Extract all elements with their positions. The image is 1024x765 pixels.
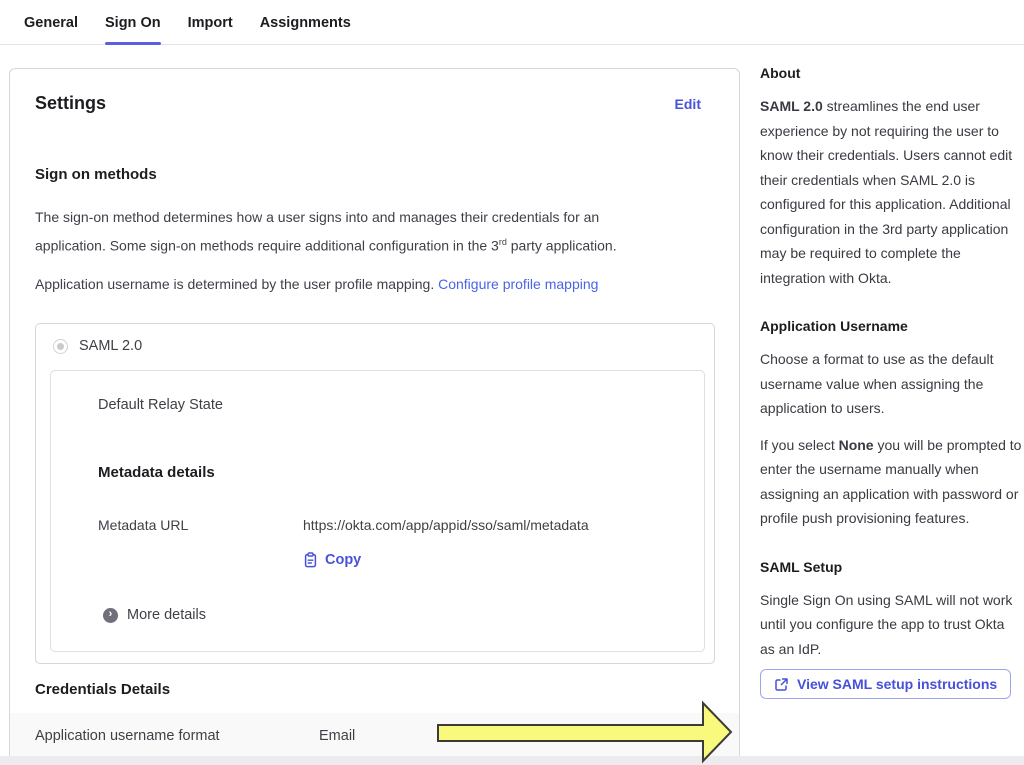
saml-setup-heading: SAML Setup xyxy=(760,558,843,575)
metadata-url-label: Metadata URL xyxy=(98,517,189,533)
edit-button[interactable]: Edit xyxy=(674,96,701,112)
application-username-paragraph-2 xyxy=(760,433,1022,531)
copy-button[interactable] xyxy=(303,552,361,568)
app-tabbar xyxy=(0,0,1024,45)
application-username-format-value: Email xyxy=(319,728,356,744)
external-link-icon xyxy=(774,677,789,692)
application-username-note xyxy=(35,272,675,297)
saml-radio-button[interactable] xyxy=(53,339,68,354)
saml-radio-label: SAML 2.0 xyxy=(79,338,143,354)
sign-on-methods-description xyxy=(35,205,641,259)
yellow-arrow-shape xyxy=(438,703,731,761)
about-paragraph xyxy=(760,94,1022,290)
clipboard-icon xyxy=(303,552,318,568)
about-text: streamlines the end user experience by not requiring the user to know their credentials. Users cannot edit their credentials when SAML 2.0 is configured for this application. Additional configuration in the 3rd party application may be required to complete the integration with Okta. xyxy=(760,98,1013,286)
chevron-right-circle-icon: › xyxy=(103,608,118,623)
default-relay-state-label: Default Relay State xyxy=(98,397,223,413)
more-details-expander[interactable] xyxy=(103,607,206,623)
metadata-details-heading: Metadata details xyxy=(98,464,215,481)
tab-sign-on-label: Sign On xyxy=(105,15,161,31)
saml-setup-paragraph: Single Sign On using SAML will not work until you configure the app to trust Okta as an IdP. xyxy=(760,591,1013,657)
radio-dot xyxy=(57,343,64,350)
paragraph-text: If you select xyxy=(760,436,839,453)
configure-profile-mapping-link[interactable]: Configure profile mapping xyxy=(438,276,599,292)
paragraph-text: you will be prompted to enter the username manually when assigning an application with password or profile push provisioning features. xyxy=(760,436,1022,526)
application-username-heading: Application Username xyxy=(760,318,908,334)
copy-label: Copy xyxy=(325,552,362,568)
application-username-paragraph-1: Choose a format to use as the default username value when assigning the application to users. xyxy=(760,351,994,416)
description-text: The sign-on method determines how a user signs into and manages their credentials for an application. Some sign-on methods require additional configuration in the 3 xyxy=(35,209,600,254)
saml-radio-row[interactable] xyxy=(53,338,142,354)
active-tab-underline xyxy=(105,42,161,45)
tab-general-label: General xyxy=(24,15,78,31)
saml-details-box xyxy=(50,370,705,652)
application-username-format-label: Application username format xyxy=(35,728,220,744)
tab-sign-on[interactable] xyxy=(105,0,161,44)
credentials-details-heading: Credentials Details xyxy=(35,681,171,698)
view-saml-setup-instructions-button[interactable] xyxy=(760,669,1011,699)
description-text: party application. xyxy=(506,237,617,254)
none-bold-text: None xyxy=(838,436,874,453)
more-details-label: More details xyxy=(127,607,206,623)
help-sidebar xyxy=(760,63,1022,699)
ordinal-superscript: rd xyxy=(498,237,507,247)
saml-method-box xyxy=(35,323,715,664)
metadata-url-value: https://okta.com/app/appid/sso/saml/metadata xyxy=(303,517,589,533)
about-heading: About xyxy=(760,65,801,81)
tab-assignments[interactable] xyxy=(260,0,351,44)
tab-general[interactable] xyxy=(24,0,78,44)
about-bold-text: SAML 2.0 xyxy=(760,98,823,114)
tab-import[interactable] xyxy=(188,0,233,44)
note-text: Application username is determined by the user profile mapping. xyxy=(35,276,439,292)
tab-assignments-label: Assignments xyxy=(259,15,351,31)
credentials-row xyxy=(35,728,355,744)
tab-import-label: Import xyxy=(187,15,233,31)
settings-card xyxy=(9,68,740,765)
button-label: View SAML setup instructions xyxy=(797,676,998,692)
metadata-url-row xyxy=(98,517,589,533)
highlight-arrow xyxy=(430,698,740,765)
sign-on-methods-heading: Sign on methods xyxy=(35,166,157,183)
settings-title: Settings xyxy=(35,93,107,113)
